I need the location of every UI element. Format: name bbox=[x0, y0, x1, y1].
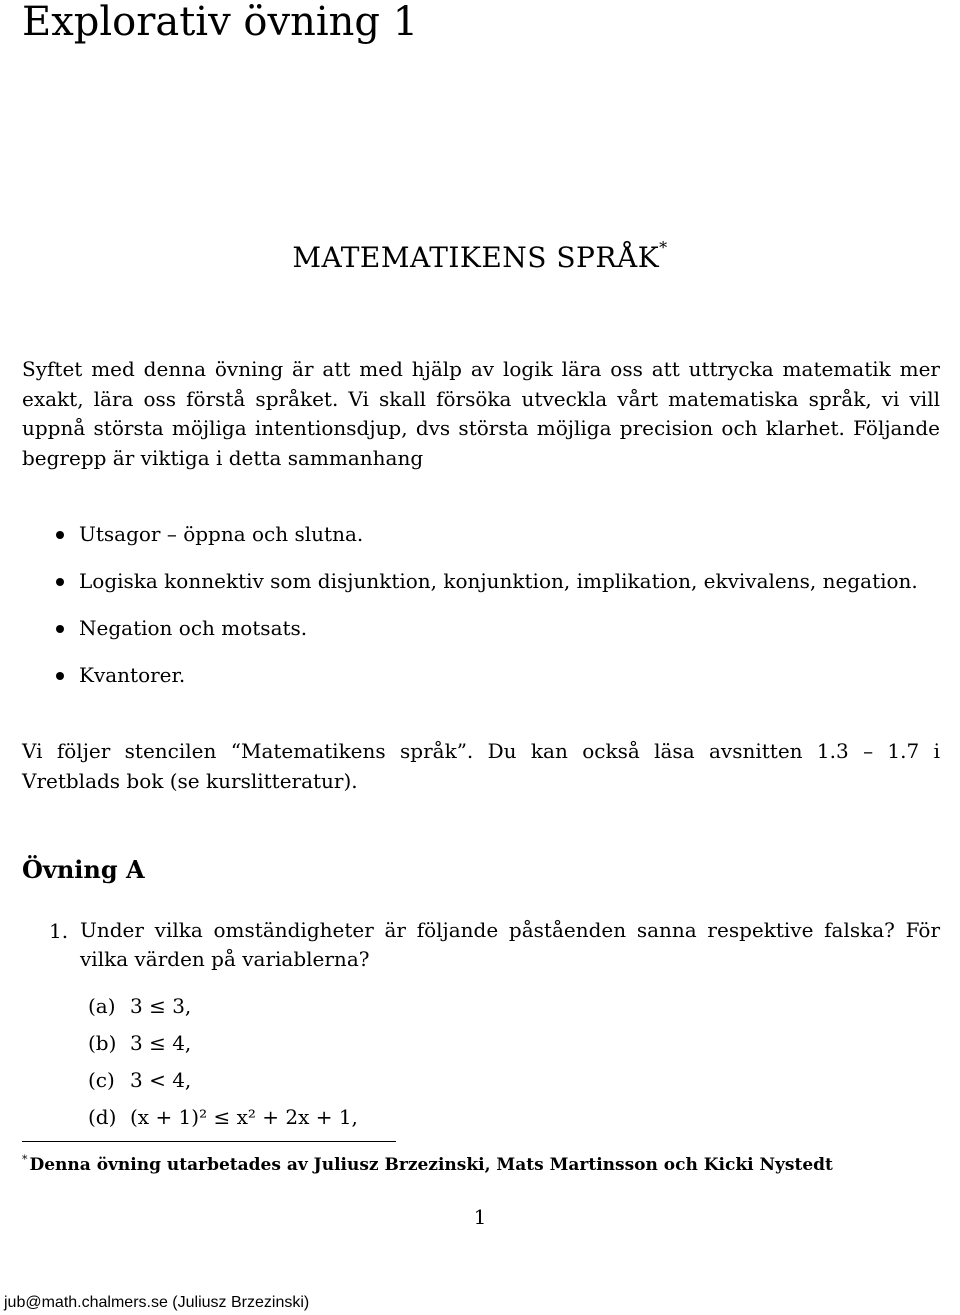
statement-item bbox=[88, 1102, 358, 1139]
document-title-text: MATEMATIKENS SPRÅK bbox=[292, 241, 660, 274]
statement-expression: (x + 1)² ≤ x² + 2x + 1, bbox=[130, 1105, 358, 1129]
page-header: Explorativ övning 1 bbox=[22, 0, 419, 45]
statement-expression: 3 < 4, bbox=[130, 1068, 192, 1092]
question-text: Under vilka omständigheter är följande påståenden sanna respektive falska? För vilka värden på variablerna? bbox=[80, 918, 940, 971]
concept-item bbox=[22, 519, 918, 566]
statement-expression: 3 ≤ 3, bbox=[130, 994, 192, 1018]
concept-item bbox=[22, 660, 918, 707]
stencil-paragraph: Vi följer stencilen “Matematikens språk”. Du kan också läsa avsnitten 1.3 – 1.7 i Vretblads bok (se kurslitteratur). bbox=[22, 739, 940, 793]
concept-text: Utsagor – öppna och slutna. bbox=[79, 522, 364, 546]
bullet-icon bbox=[56, 578, 64, 586]
footnote-marker: * bbox=[22, 1153, 28, 1166]
concept-text: Kvantorer. bbox=[79, 663, 186, 687]
footnote-text: Denna övning utarbetades av Juliusz Brzezinski, Mats Martinsson och Kicki Nystedt bbox=[29, 1155, 833, 1175]
statement-item bbox=[88, 1028, 358, 1065]
statement-label: (c) bbox=[88, 1068, 115, 1092]
question-number: 1. bbox=[49, 919, 69, 943]
statement-item bbox=[88, 1065, 358, 1102]
bullet-icon bbox=[56, 531, 64, 539]
concept-list bbox=[22, 519, 918, 707]
footnote bbox=[22, 1147, 833, 1178]
document-title bbox=[0, 228, 960, 278]
bullet-icon bbox=[56, 672, 64, 680]
statement-label: (a) bbox=[88, 994, 116, 1018]
statement-list bbox=[88, 991, 358, 1139]
title-footnote-marker: * bbox=[659, 238, 668, 257]
statement-label: (d) bbox=[88, 1105, 117, 1129]
concept-text: Logiska konnektiv som disjunktion, konjunktion, implikation, ekvivalens, negation. bbox=[79, 569, 918, 593]
intro-paragraph: Syftet med denna övning är att med hjälp av logik lära oss att uttrycka matematik mer exakt, lära oss förstå språket. Vi skall försöka utveckla vårt matematiska språk, vi vill uppnå största möjliga intentionsdjup, dvs största möjliga precision och klarhet. Följande begrepp är viktiga i detta sammanhang bbox=[22, 357, 940, 470]
concept-item bbox=[22, 613, 918, 660]
concept-text: Negation och motsats. bbox=[79, 616, 308, 640]
statement-expression: 3 ≤ 4, bbox=[130, 1031, 192, 1055]
statement-label: (b) bbox=[88, 1031, 117, 1055]
concept-item bbox=[22, 566, 918, 613]
page-footer: jub@math.chalmers.se (Juliusz Brzezinski) bbox=[4, 1294, 310, 1311]
page-number: 1 bbox=[473, 1205, 487, 1229]
statement-item bbox=[88, 991, 358, 1028]
section-heading: Övning A bbox=[22, 855, 145, 884]
bullet-icon bbox=[56, 625, 64, 633]
footnote-divider bbox=[22, 1141, 396, 1142]
